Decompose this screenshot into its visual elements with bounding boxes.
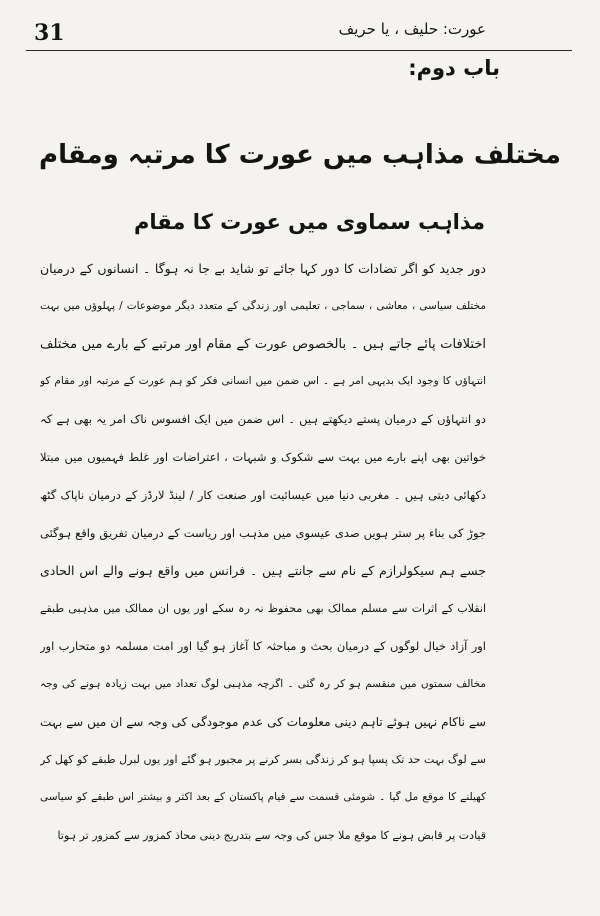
page-header bbox=[26, 18, 572, 48]
chapter-label: باب دوم: bbox=[408, 56, 500, 80]
text-line: کھیلنے کا موقع مل گیا ۔ شومئی قسمت سے قیام پاکستان کے بعد اکثر و بیشتر اس طبقے کو سیاسی bbox=[40, 791, 486, 804]
text-line: سے لوگ بہت حد تک پسپا ہو کر زندگی بسر کرنے پر مجبور ہو گئے اور یوں لبرل طبقے کو کھل کر bbox=[40, 753, 486, 767]
page-number: 31 bbox=[34, 20, 65, 46]
text-line: جوڑ کی بناء پر ستر ہویں صدی عیسوی میں مذہب اور ریاست کے درمیان تفریق واقع ہوگئی bbox=[40, 525, 486, 540]
body-text bbox=[40, 250, 486, 855]
text-line: مخالف سمتوں میں منقسم ہو کر رہ گئی ۔ اگرچہ مذہبی لوگ تعداد میں بہت زیادہ ہونے کی وجہ bbox=[40, 677, 486, 690]
running-head: عورت: حلیف ، یا حریف bbox=[338, 20, 486, 38]
text-line: دور جدید کو اگر تضادات کا دور کہا جائے تو شاید بے جا نہ ہوگا ۔ انسانوں کے درمیان bbox=[40, 261, 486, 276]
text-line: اختلافات پائے جاتے ہیں ۔ بالخصوص عورت کے مقام اور مرتبے کے بارے میں مختلف bbox=[40, 336, 486, 352]
text-line: سے ناکام نہیں ہوئے تاہم دینی معلومات کی عدم موجودگی کی وجہ سے ان میں سے بہت bbox=[40, 714, 486, 729]
text-line: اور آزاد خیال لوگوں کے درمیان بحث و مباحثہ کا آغاز ہو گیا اور امت مسلمہ دو متحارب اور bbox=[40, 638, 486, 653]
text-line: مختلف سیاسی ، معاشی ، سماجی ، تعلیمی اور زندگی کے متعدد دیگر موضوعات / پہلوؤں میں بہت bbox=[40, 299, 486, 312]
text-line: قیادت پر قابض ہونے کا موقع ملا جس کی وجہ سے بتدریج دینی محاذ کمزور سے کمزور تر ہوتا bbox=[57, 828, 486, 842]
header-rule bbox=[26, 50, 572, 51]
text-line: خواتین بھی اپنے بارے میں بہت سے شکوک و شبہات ، اعتراضات اور غلط فہمیوں میں مبتلا bbox=[40, 449, 486, 464]
text-line: جسے ہم سیکولرازم کے نام سے جانتے ہیں ۔ فرانس میں واقع ہونے والے اس الحادی bbox=[40, 563, 486, 579]
text-line: انتہاؤں کا وجود ایک بدیہی امر ہے ۔ اس ضمن میں انسانی فکر کو ہم عورت کے مرتبہ اور مقام کو bbox=[40, 375, 486, 388]
text-line: دکھائی دیتی ہیں ۔ مغربی دنیا میں عیسائیت اور صنعت کار / لینڈ لارڈز کے درمیان ناپاک گٹھ bbox=[40, 487, 486, 502]
text-line: دو انتہاؤں کے درمیان پستے دیکھتے ہیں ۔ اس ضمن میں ایک افسوس ناک امر یہ بھی ہے کہ bbox=[40, 412, 486, 427]
text-line: انقلاب کے اثرات سے مسلم ممالک بھی محفوظ نہ رہ سکے اور یوں ان ممالک میں مذہبی طبقے bbox=[40, 602, 486, 616]
section-heading: مذاہب سماوی میں عورت کا مقام bbox=[133, 210, 485, 234]
chapter-title: مختلف مذاہب میں عورت کا مرتبہ ومقام bbox=[39, 140, 561, 170]
